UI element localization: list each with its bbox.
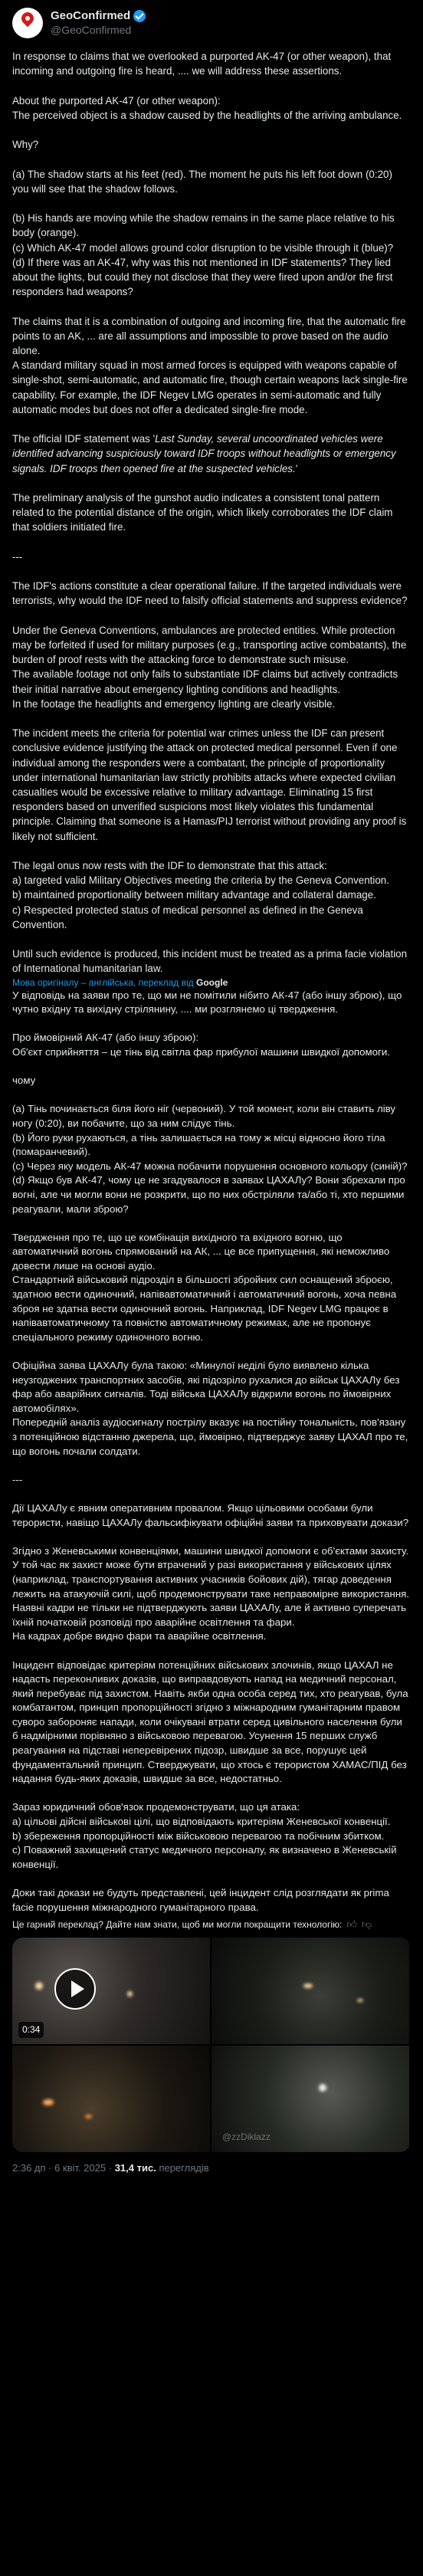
original-text <box>12 49 411 976</box>
text-paragraph: b) збереження пропорційності між військовою перевагою та побічним збитком. <box>12 1829 385 1842</box>
text-paragraph: About the purported AK-47 (or other weapon): <box>12 94 221 107</box>
text-paragraph: Об'єкт сприйняття – це тінь від світла фар прибулої машини швидкої допомоги. <box>12 1045 391 1058</box>
text-paragraph: b) maintained proportionality between military advantage and collateral damage. <box>12 889 376 901</box>
translated-text <box>12 989 411 1915</box>
post-header <box>12 6 411 40</box>
text-paragraph: (b) Його руки рухаються, а тінь залишається на тому ж місці відносно його тіла (помаранчевий). <box>12 1131 385 1158</box>
play-icon[interactable] <box>54 1968 96 2010</box>
text-paragraph: Why? <box>12 139 39 151</box>
text-paragraph: Твердження про те, що це комбінація вихідного та вхідного вогню, що автоматичний вогонь спрямований на АК, ... це все припущення, які неможливо довести лише на основі аудіо. <box>12 1231 390 1272</box>
text-paragraph: The legal onus now rests with the IDF to demonstrate that this attack: <box>12 859 327 871</box>
text-paragraph: c) Respected protected status of medical personnel as defined in the Geneva Convention. <box>12 904 363 930</box>
thumb-up-icon[interactable]: 👍︎ <box>346 1918 357 1931</box>
text-paragraph: Until such evidence is produced, this incident must be treated as a prima facie violation of International humanitarian law. <box>12 948 408 975</box>
text-paragraph: The claims that it is a combination of outgoing and incoming fire, that the automatic fire points to an AK, ... are all assumptions and impossible to prove based on the audio alone. <box>12 315 406 356</box>
text-paragraph: чому <box>12 1075 36 1087</box>
text-paragraph: Дії ЦАХАЛу є явним оперативним провалом. Якщо цільовими особами були терористи, навіщо ЦАХАЛу фальсифікувати офіційні заяви та приховувати докази? <box>12 1501 409 1528</box>
avatar[interactable] <box>12 8 43 38</box>
text-paragraph: Офіційна заява ЦАХАЛу була такою: «Минулої неділі було виявлено кілька неузгоджених транспортних засобів, які підозріло рухалися до військ ЦАХАЛу без фар або аварійних сигналів. Тоді війська ЦАХАЛу відкрили вогонь по ймовірних автомобілях». <box>12 1360 400 1414</box>
views-label: переглядів <box>159 2162 209 2174</box>
post-meta: 2:36 дп · 6 квіт. 2025 · 31,4 тис. переглядів <box>12 2162 209 2174</box>
media-watermark: @zzDiklazz <box>222 2131 271 2142</box>
text-paragraph: In the footage the headlights and emergency lighting are clearly visible. <box>12 697 336 710</box>
text-paragraph: Under the Geneva Conventions, ambulances are protected entities. While protection may be forfeited if used for military purposes (e.g., transporting active combatants), the burden of proof rests with the attacking force to demonstrate such misuse. <box>12 624 407 666</box>
text-paragraph: a) targeted valid Military Objectives meeting the criteria by the Geneva Convention. <box>12 875 389 887</box>
media-grid <box>12 1938 411 2152</box>
text-paragraph: (c) Через яку модель АК-47 можна побачити порушення основного кольору (синій)? <box>12 1160 408 1172</box>
feedback-question: Це гарний переклад? Дайте нам знати, щоб ми могли покращити технологію: <box>12 1919 343 1931</box>
text-paragraph: Зараз юридичний обов'язок продемонструвати, що ця атака: <box>12 1801 300 1813</box>
text-paragraph: A standard military squad in most armed forces is equipped with weapons capable of single-shot, semi-automatic, and automatic fire, though certain weapons lack single-fire capability. For example, the IDF Negev LMG operates in semi-automatic and fully automatic modes but does not offer a dedicated single-fire mode. <box>12 359 408 415</box>
media-image-4[interactable] <box>212 2046 409 2152</box>
text-paragraph: (a) The shadow starts at his feet (red). The moment he puts his left foot down (0:20) you will see that the shadow follows. <box>12 168 392 195</box>
text-paragraph: The incident meets the criteria for potential war crimes unless the IDF can present conclusive evidence justifying the attack on protected medical personnel. Even if one individual among the responders were a combatant, the principle of proportionality under international humanitarian law strictly prohibits attacks where expected civilian casualties would be excessive relative to military advantage. Eliminating 15 first responders based on unverified suspicions most likely violates this fundamental principle. Claiming that someone is a Hamas/PIJ terrorist without providing any proof is likely not sufficient. <box>12 727 407 842</box>
translation-label: Мова оригіналу – англійська, переклад від <box>12 976 194 988</box>
text-paragraph: Стандартний військовий підрозділ в більшості збройних сил оснащений зброєю, здатною вести одиночний, напівавтоматичний і автоматичний вогонь, хоча певна зброя не здатна вести одиночний вогонь. Наприклад, IDF Negev LMG працює в напівавтоматичному та повністю автоматичному режимах, але не пропонує спеціального режиму одиночного вогню. <box>12 1274 397 1343</box>
translation-notice[interactable] <box>12 976 411 989</box>
text-paragraph: Інцидент відповідає критеріям потенційних військових злочинів, якщо ЦАХАЛ не надасть переконливих доказів, що виправдовують напад на медичний персонал, який перебуває під захистом. Навіть якби одна особа серед тих, хто реагував, була комбатантом, принцип пропорційності згідно з міжнародним гуманітарним правом суворо забороняє напади, коли очікувані втрати серед цивільного населення були б надмірними порівняно з військовою перевагою. Усунення 15 перших служб реагування на підставі неперевірених підозр, швидше за все, порушує цей фундаментальний принцип. Стверджувати, що хтось є терористом ХАМАС/ПІД без надання будь-яких доказів, швидше за все, недостатньо. <box>12 1659 408 1785</box>
text-paragraph: The perceived object is a shadow caused by the headlights of the arriving ambulance. <box>12 109 402 121</box>
text-paragraph: The IDF's actions constitute a clear operational failure. If the targeted individuals were terrorists, why would the IDF need to falsify official statements and suppress evidence? <box>12 580 408 607</box>
text-paragraph: (b) His hands are moving while the shadow remains in the same place relative to his body (orange). <box>12 212 395 239</box>
text-paragraph: (a) Тінь починається біля його ніг (червоний). У той момент, коли він ставить ліву ногу (0:20), ви побачите, що за ним слідує тінь. <box>12 1103 396 1129</box>
text-paragraph: На кадрах добре видно фари та аварійне освітлення. <box>12 1630 267 1642</box>
text-paragraph: а) цільові дійсні військові цілі, що відповідають критеріям Женевської конвенції. <box>12 1816 391 1828</box>
translation-provider: Google <box>196 976 228 988</box>
author-display-name[interactable]: GeoConfirmed <box>51 9 131 22</box>
text-paragraph: The official IDF statement was 'Last Sunday, several uncoordinated vehicles were identified advancing suspiciously toward IDF troops without headlights or emergency signals. IDF troops then opened fire at the suspected vehicles.' <box>12 433 396 474</box>
text-paragraph: In response to claims that we overlooked a purported AK-47 (or other weapon), that incoming and outgoing fire is heard, .... we will address these assertions. <box>12 51 392 77</box>
text-paragraph: Згідно з Женевськими конвенціями, машини швидкої допомоги є об'єктами захисту. У той час як захист може бути втрачений у разі використання у військових цілях (наприклад, транспортування активних учасників бойових дій), тягар доведення лежить на атакуючій силі, щоб продемонструвати таке неправомірне використання. <box>12 1544 410 1600</box>
text-paragraph: Про ймовірний АК-47 (або іншу зброю): <box>12 1032 199 1044</box>
text-paragraph: The preliminary analysis of the gunshot audio indicates a consistent tonal pattern related to the potential distance of the origin, which likely corroborates the IDF claim that soldiers initiated fire. <box>12 491 393 533</box>
text-paragraph: --- <box>12 1473 23 1485</box>
author-handle[interactable]: @GeoConfirmed <box>51 24 132 36</box>
map-pin-icon <box>19 10 37 28</box>
text-paragraph: У відповідь на заяви про те, що ми не помітили нібито АК-47 (або іншу зброю), що чутно вхідну та вихідну стрілянину, .... ми розглянемо ці твердження. <box>12 989 402 1016</box>
video-thumbnail[interactable] <box>12 1938 210 2044</box>
text-paragraph: c) Поважний захищений статус медичного персоналу, як визначено в Женевській конвенції. <box>12 1844 397 1870</box>
thumb-down-icon[interactable]: 👎︎ <box>361 1918 372 1931</box>
translation-feedback <box>12 1918 411 1931</box>
text-paragraph: (d) If there was an AK-47, why was this not mentioned in IDF statements? They lied about the lights, but could they not disclose that they were fired upon and/or the first responders had weapons? <box>12 256 393 298</box>
text-paragraph: Доки такі докази не будуть представлені, цей інцидент слід розглядати як prima facie порушення міжнародного гуманітарного права. <box>12 1887 389 1913</box>
views-count: 31,4 тис. <box>114 2162 156 2174</box>
media-image-2[interactable] <box>212 1938 409 2044</box>
text-paragraph: The available footage not only fails to substantiate IDF claims but actively contradicts their initial narrative about emergency lighting conditions and headlights. <box>12 668 398 695</box>
post-date[interactable]: 6 квіт. 2025 <box>54 2162 107 2174</box>
text-paragraph: --- <box>12 550 23 563</box>
quoted-statement: Last Sunday, several uncoordinated vehicles were identified advancing suspiciously toward IDF troops without headlights or emergency signals. IDF troops then opened fire at the suspected vehicles. <box>12 433 396 474</box>
text-paragraph: Попередній аналіз аудіосигналу пострілу вказує на постійну тональність, пов'язану з потенційною відстанню джерела, що, ймовірно, підтверджує заяву ЦАХАЛ про те, що вогонь почали солдати. <box>12 1416 408 1457</box>
media-image-3[interactable] <box>12 2046 210 2152</box>
video-duration: 0:34 <box>18 2022 44 2038</box>
verified-badge-icon <box>133 10 146 22</box>
text-paragraph: Наявні кадри не тільки не підтверджують заяви ЦАХАЛу, але й активно суперечать їхній початковій розповіді про аварійне освітлення та фари. <box>12 1602 407 1628</box>
post-time[interactable]: 2:36 дп <box>12 2162 46 2174</box>
post-body <box>12 49 411 2175</box>
text-paragraph: (d) Якщо був АК-47, чому це не згадувалося в заявах ЦАХАЛу? Вони збрехали про вогні, але чи могли вони не розкрити, що по них обстріляли та/або ті, хто першими реагували, мали зброю? <box>12 1174 405 1215</box>
text-paragraph: (c) Which AK-47 model allows ground color disruption to be visible through it (blue)? <box>12 241 394 254</box>
author-block <box>51 9 146 37</box>
